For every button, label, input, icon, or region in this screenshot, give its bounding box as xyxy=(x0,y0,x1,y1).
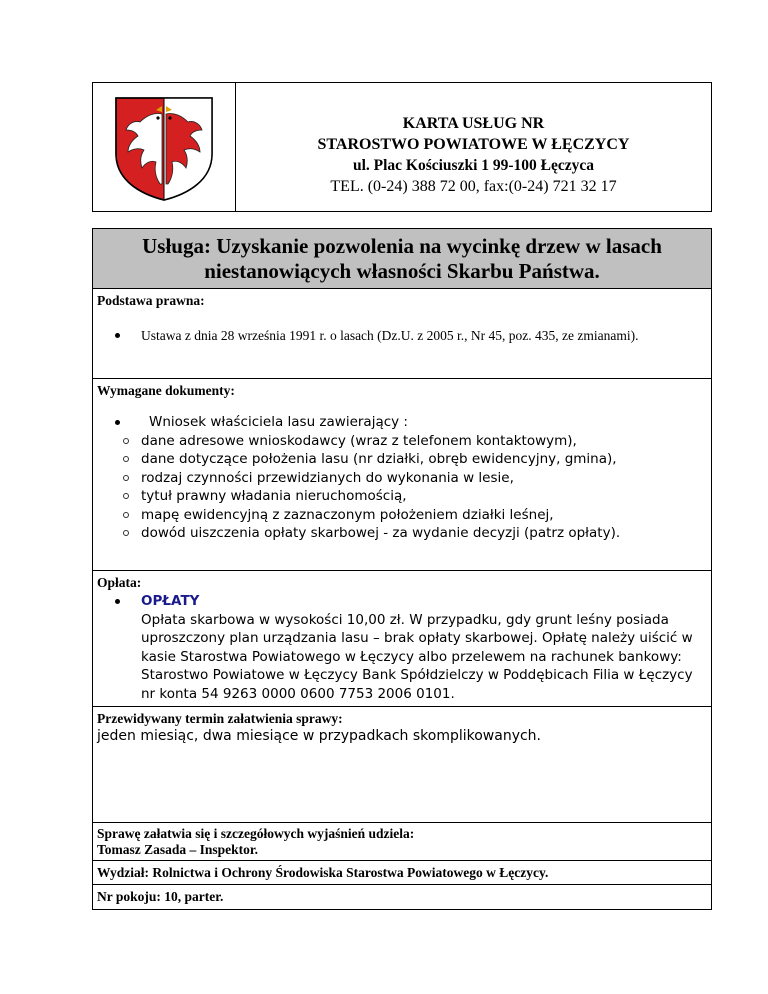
documents-lead: Wniosek właściciela lasu zawierający : xyxy=(149,414,408,430)
contact-row xyxy=(93,823,711,861)
deadline-label: Przewidywany termin załatwienia sprawy: xyxy=(97,711,343,726)
office-phone: TEL. (0-24) 388 72 00, fax:(0-24) 721 32 17 xyxy=(330,178,617,195)
circle-bullet-icon xyxy=(123,456,129,462)
document-item: dane dotyczące położenia lasu (nr działki, obręb ewidencyjny, gmina), xyxy=(141,451,617,467)
list-item xyxy=(115,506,620,525)
fees-heading xyxy=(115,592,695,611)
room-row xyxy=(93,885,711,909)
fees-heading-text: OPŁATY xyxy=(141,593,200,609)
circle-bullet-icon xyxy=(123,475,129,481)
office-address: ul. Plac Kościuszki 1 99-100 Łęczyca xyxy=(352,157,595,174)
list-item xyxy=(115,469,620,488)
list-item xyxy=(115,524,620,543)
contact-label: Sprawę załatwia się i szczegółowych wyjaśnień udziela: xyxy=(97,826,415,841)
required-documents-row xyxy=(93,379,711,571)
legal-basis-item xyxy=(115,327,705,344)
bullet-icon xyxy=(115,420,120,425)
required-documents-label: Wymagane dokumenty: xyxy=(97,383,235,398)
fees-label: Opłata: xyxy=(97,575,142,590)
office-name: STAROSTWO POWIATOWE W ŁĘCZYCY xyxy=(317,136,630,153)
department-text: Wydział: Rolnictwa i Ochrony Środowiska Starostwa Powiatowego w Łęczycy. xyxy=(97,865,549,880)
document-item: mapę ewidencyjną z zaznaczonym położeniem działki leśnej, xyxy=(141,506,554,523)
fees-line: Starostwo Powiatowe w Łęczycy Bank Spółdzielczy w Poddębicach Filia w Łęczycy xyxy=(141,667,693,683)
document-item: dowód uiszczenia opłaty skarbowej - za wydanie decyzji (patrz opłaty). xyxy=(141,525,621,541)
coat-of-arms-icon xyxy=(110,92,218,202)
list-item xyxy=(115,450,620,469)
circle-bullet-icon xyxy=(123,493,129,499)
service-table xyxy=(92,228,712,910)
fees-line: uproszczony plan urządzania lasu – brak opłaty skarbowej. Opłatę należy uiścić w xyxy=(141,630,693,646)
deadline-value: jeden miesiąc, dwa miesiące w przypadkach skomplikowanych. xyxy=(97,728,542,744)
required-documents-list xyxy=(115,413,620,543)
department-row xyxy=(93,861,711,885)
legal-basis-label: Podstawa prawna: xyxy=(97,293,205,308)
circle-bullet-icon xyxy=(123,438,129,444)
fees-line: kasie Starostwa Powiatowego w Łęczycy albo przelewem na rachunek bankowy: xyxy=(141,648,682,665)
legal-basis-text: Ustawa z dnia 28 września 1991 r. o lasach (Dz.U. z 2005 r., Nr 45, poz. 435, ze zmianami). xyxy=(141,328,639,343)
bullet-icon xyxy=(115,333,120,338)
circle-bullet-icon xyxy=(123,512,129,518)
crest-cell xyxy=(93,83,236,211)
list-item xyxy=(115,487,620,506)
fees-row xyxy=(93,571,711,707)
fees-line: nr konta 54 9263 0000 0600 7753 2006 0101. xyxy=(141,685,455,702)
service-title: Usługa: Uzyskanie pozwolenia na wycinkę drzew w lasach niestanowiących własności Skarbu Państwa. xyxy=(93,229,711,289)
room-text: Nr pokoju: 10, parter. xyxy=(97,889,224,904)
circle-bullet-icon xyxy=(123,530,129,536)
header-table xyxy=(92,82,712,212)
bullet-icon xyxy=(115,599,120,604)
document-item: rodzaj czynności przewidzianych do wykonania w lesie, xyxy=(141,469,514,486)
list-item xyxy=(115,413,620,432)
deadline-row xyxy=(93,707,711,823)
document-item: dane adresowe wnioskodawcy (wraz z telefonem kontaktowym), xyxy=(141,432,577,449)
document-item: tytuł prawny władania nieruchomością, xyxy=(141,488,407,504)
contact-person: Tomasz Zasada – Inspektor. xyxy=(97,842,259,857)
list-item xyxy=(115,432,620,451)
legal-basis-row xyxy=(93,289,711,379)
fees-line: Opłata skarbowa w wysokości 10,00 zł. W przypadku, gdy grunt leśny posiada xyxy=(141,611,669,628)
fees-body xyxy=(115,592,695,703)
header-text xyxy=(236,83,711,211)
card-title: KARTA USŁUG NR xyxy=(402,115,545,132)
